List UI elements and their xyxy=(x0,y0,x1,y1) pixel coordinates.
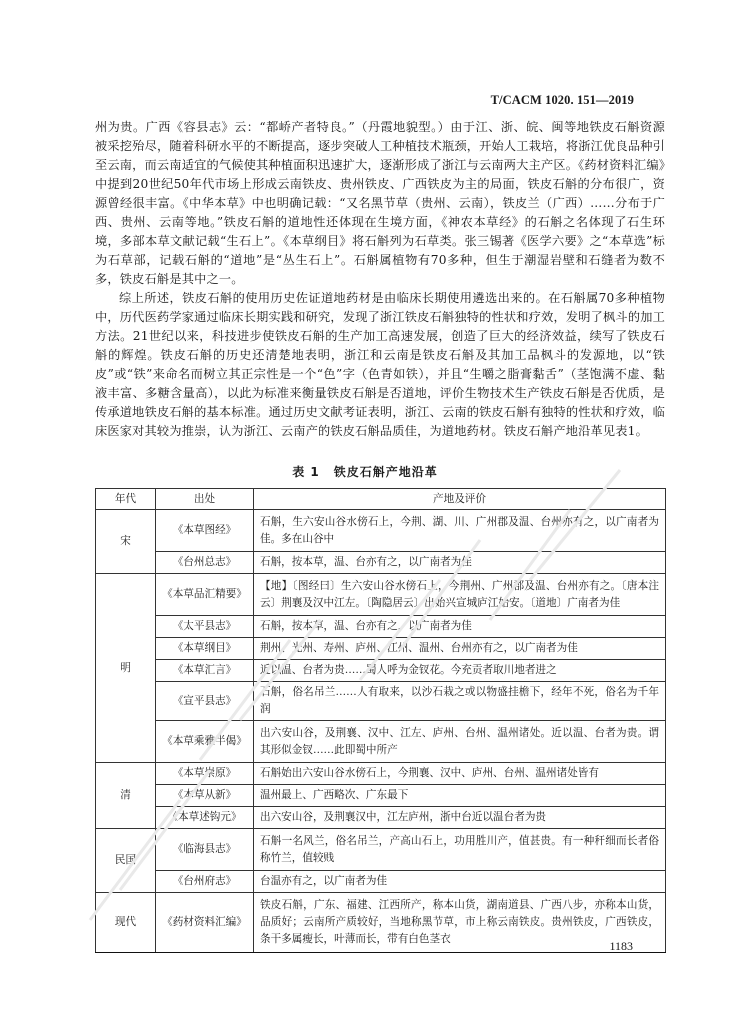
table-row xyxy=(96,552,666,574)
source-cell: 《台州府志》 xyxy=(156,871,254,893)
evaluation-cell: 近以温、台者为贵……蜀人呼为金钗花。今充贡者取川地者进之 xyxy=(254,660,666,682)
source-cell: 《本草纲目》 xyxy=(156,638,254,660)
header-evaluation: 产地及评价 xyxy=(254,489,666,510)
evaluation-cell: 【地】〔图经曰〕生六安山谷水傍石上，今荆州、广州郡及温、台州亦有之。〔唐本注云〕荆襄及汉中江左。〔陶隐居云〕出始兴宣城庐江始安。〔道地〕广南者为佳 xyxy=(254,574,666,616)
table-row xyxy=(96,807,666,829)
table-row xyxy=(96,763,666,785)
table-row xyxy=(96,893,666,953)
source-cell: 《临海县志》 xyxy=(156,829,254,871)
evaluation-cell: 温州最上、广西略次、广东最下 xyxy=(254,785,666,807)
source-cell: 《药材资料汇编》 xyxy=(156,893,254,953)
source-cell: 《本草图经》 xyxy=(156,510,254,552)
evaluation-cell: 石斛，生六安山谷水傍石上，今荆、湖、川、广州郡及温、台州亦有之，以广南者为佳。多在山谷中 xyxy=(254,510,666,552)
source-cell: 《本草品汇精要》 xyxy=(156,574,254,616)
table-caption xyxy=(0,463,730,480)
source-cell: 《本草乘雅半偈》 xyxy=(156,721,254,763)
table-row xyxy=(96,682,666,721)
table-row xyxy=(96,574,666,616)
evaluation-cell: 台温亦有之，以广南者为佳 xyxy=(254,871,666,893)
era-cell: 宋 xyxy=(96,510,156,574)
table-row xyxy=(96,829,666,871)
evaluation-cell: 石斛始出六安山谷水傍石上，今荆襄、汉中、庐州、台州、温州诸处皆有 xyxy=(254,763,666,785)
era-cell: 明 xyxy=(96,574,156,763)
table-row xyxy=(96,785,666,807)
source-cell: 《台州总志》 xyxy=(156,552,254,574)
source-cell: 《太平县志》 xyxy=(156,616,254,638)
origin-history-table xyxy=(95,488,666,953)
evaluation-cell: 石斛，按本草，温、台亦有之，以广南者为佳 xyxy=(254,616,666,638)
body-paragraph-2: 综上所述，铁皮石斛的使用历史佐证道地药材是由临床长期使用遴选出来的。在石斛属70多种植物中，历代医药学家通过临床长期实践和研究，发现了浙江铁皮石斛独特的性状和疗效，发明了枫斗的加工方法。21世纪以来，科技进步使铁皮石斛的生产加工高速发展，创造了巨大的经济效益，续写了铁皮石斛的辉煌。铁皮石斛的历史还清楚地表明，浙江和云南是铁皮石斛及其加工品枫斗的发源地，以“铁皮”或“铁”来命名而树立其正宗性是一个“色”字（色青如铁），并且“生嚼之脂膏黏舌”（茎饱满不虚、黏液丰富、多糖含量高），以此为标准来衡量铁皮石斛是否道地，评价生物技术生产铁皮石斛是否优质，是传承道地铁皮石斛的基本标准。通过历史文献考证表明，浙江、云南的铁皮石斛有独特的性状和疗效，临床医家对其较为推崇，认为浙江、云南产的铁皮石斛品质佳，为道地药材。铁皮石斛产地沿革见表1。 xyxy=(95,291,665,438)
page-number: 1183 xyxy=(609,939,633,953)
table-header-row xyxy=(96,489,666,510)
table-row xyxy=(96,616,666,638)
source-cell: 《本草崇原》 xyxy=(156,763,254,785)
table-row xyxy=(96,510,666,552)
header-source: 出处 xyxy=(156,489,254,510)
source-cell: 《本草汇言》 xyxy=(156,660,254,682)
table-row xyxy=(96,660,666,682)
source-cell: 《本草述钩元》 xyxy=(156,807,254,829)
source-cell: 《本草从新》 xyxy=(156,785,254,807)
era-cell: 清 xyxy=(96,763,156,829)
evaluation-cell: 石斛一名风兰，俗名吊兰，产高山石上，功用胜川产，值甚贵。有一种秆细而长者俗称竹兰，值较贱 xyxy=(254,829,666,871)
evaluation-cell: 铁皮石斛，广东、福建、江西所产，称本山货，湖南道县、广西八步，亦称本山货，品质好；云南所产质较好，当地称黑节草，市上称云南铁皮。贵州铁皮，广西铁皮，条干多属瘦长，叶薄而长，带有白色茎衣 xyxy=(254,893,666,953)
table-number: 表 1 xyxy=(292,465,320,479)
header-era: 年代 xyxy=(96,489,156,510)
source-cell: 《宣平县志》 xyxy=(156,682,254,721)
evaluation-cell: 出六安山谷，及荆襄汉中，江左庐州，浙中台近以温台者为贵 xyxy=(254,807,666,829)
table-title: 铁皮石斛产地沿革 xyxy=(333,465,438,479)
evaluation-cell: 荆州、光州、寿州、庐州、江州、温州、台州亦有之，以广南者为佳 xyxy=(254,638,666,660)
evaluation-cell: 石斛，俗名吊兰……人有取来，以沙石栽之或以物盛挂檐下，经年不死，俗名为千年润 xyxy=(254,682,666,721)
evaluation-cell: 石斛，按本草，温、台亦有之，以广南者为佳 xyxy=(254,552,666,574)
table-row xyxy=(96,638,666,660)
era-cell: 现代 xyxy=(96,893,156,953)
table-row xyxy=(96,721,666,763)
body-text xyxy=(95,118,665,441)
table-row xyxy=(96,871,666,893)
standard-number: T/CACM 1020. 151—2019 xyxy=(490,93,634,107)
body-paragraph-1: 州为贵。广西《容县志》云：“都峤产者特良。”（丹霞地貌型。）由于江、浙、皖、闽等地铁皮石斛资源被采挖殆尽，随着科研水平的不断提高，逐步突破人工种植技术瓶颈，开始人工栽培，将浙江优良品种引至云南，而云南适宜的气候使其种植面积迅速扩大，逐渐形成了浙江与云南两大主产区。《药材资料汇编》中提到20世纪50年代市场上形成云南铁皮、贵州铁皮、广西铁皮为主的局面，铁皮石斛的分布很广，资源曾经很丰富。《中华本草》中也明确记载：“又名黑节草（贵州、云南），铁皮兰（广西）……分布于广西、贵州、云南等地。”铁皮石斛的道地性还体现在生境方面，《神农本草经》的石斛之名体现了石生环境，多部本草文献记载“生石上”。《本草纲目》将石斛列为石草类。张三锡著《医学六要》之“本草选”标为石草部，记载石斛的“道地”是“丛生石上”。石斛属植物有70多种，但生于潮湿岩壁和石缝者为数不多，铁皮石斛是其中之一。 xyxy=(95,120,666,286)
era-cell: 民国 xyxy=(96,829,156,893)
evaluation-cell: 出六安山谷，及荆襄、汉中、江左、庐州、台州、温州诸处。近以温、台者为贵。谓其形似金钗……此即蜀中所产 xyxy=(254,721,666,763)
